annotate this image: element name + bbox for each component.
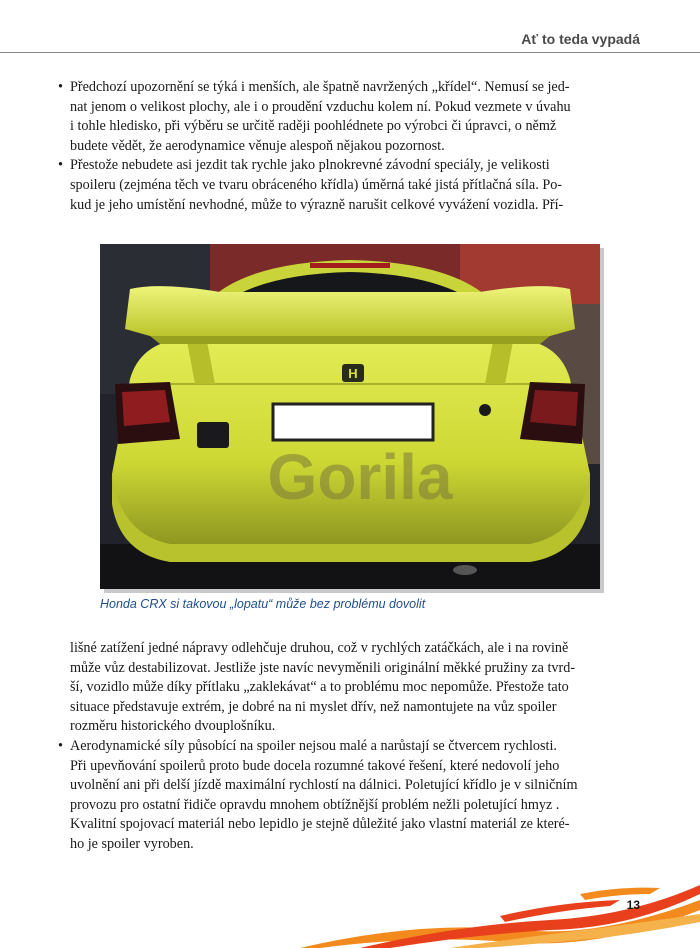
line: nat jenom o velikost plochy, ale i o proudění vzduchu kolem ní. Pokud vezmete v úvahu [70, 98, 571, 115]
photo-caption: Honda CRX si takovou „lopatu“ může bez problému dovolit [100, 597, 426, 611]
line: ho je spoiler vyroben. [70, 835, 194, 852]
paragraph [58, 78, 642, 156]
running-header: Ať to teda vypadá [521, 31, 640, 47]
text-block-top [58, 78, 642, 215]
line: situace představuje extrém, je dobré na ni myslet dřív, než namontujete na vůz spoiler [70, 698, 557, 715]
line: uvolnění ani při delší jízdě maximální rychlostí na dálnici. Poletující křídlo je v silničním [70, 777, 578, 794]
line: lišné zatížení jedné nápravy odlehčuje druhou, což v rychlých zatáčkách, ale i na rovině [70, 640, 569, 656]
line: může vůz destabilizovat. Jestliže jste navíc nevyměnili originální měkké pružiny za tvrd- [70, 659, 576, 676]
page-number: 13 [626, 898, 640, 912]
line: rozměru historického dvouplošníku. [70, 718, 276, 735]
line: Aerodynamické síly působící na spoiler nejsou malé a narůstají se čtvercem rychlosti. [70, 737, 557, 754]
text-block-bottom [58, 639, 642, 855]
flame-decoration [300, 880, 700, 948]
line: budete vědět, že aerodynamice věnuje alespoň nějakou pozornost. [70, 137, 445, 154]
line: spoileru (zejména těch ve tvaru obráceného křídla) úměrná také jistá přítlačná síla. Po- [70, 176, 563, 193]
honda-badge: H [348, 366, 358, 381]
line: i tohle hledisko, při výběru se určitě raději poohlédnete po výrobci či úpravci, o němž [70, 118, 557, 135]
watermark: Gorila [267, 441, 453, 513]
car-photo [100, 244, 600, 589]
paragraph [58, 639, 642, 737]
line: kud je jeho umístění nevhodné, může to výrazně narušit celkové vyvážení vozidla. Pří- [70, 196, 564, 213]
line: ší, vozidlo může díky přítlaku „zaklekávat“ a to problému moc nepomůže. Přestože tato [70, 679, 569, 696]
paragraph [58, 737, 642, 855]
line: provozu pro ostatní řidiče opravdu mnohem obtížnější problém nežli poletující hmyz . [70, 796, 560, 813]
paragraph [58, 156, 642, 215]
line: Přestože nebudete asi jezdit tak rychle jako plnokrevné závodní speciály, je velikosti [70, 157, 550, 174]
line: Při upevňování spoilerů proto bude docela rozumné takové řešení, které nedovolí jeho [70, 757, 560, 774]
header-rule [0, 52, 700, 53]
line: Kvalitní spojovací materiál nebo lepidlo je stejně důležité jako vlastní materiál ze které- [70, 816, 570, 833]
line: Předchozí upozornění se týká i menších, ale špatně navržených „křídel“. Nemusí se jed- [70, 79, 570, 95]
